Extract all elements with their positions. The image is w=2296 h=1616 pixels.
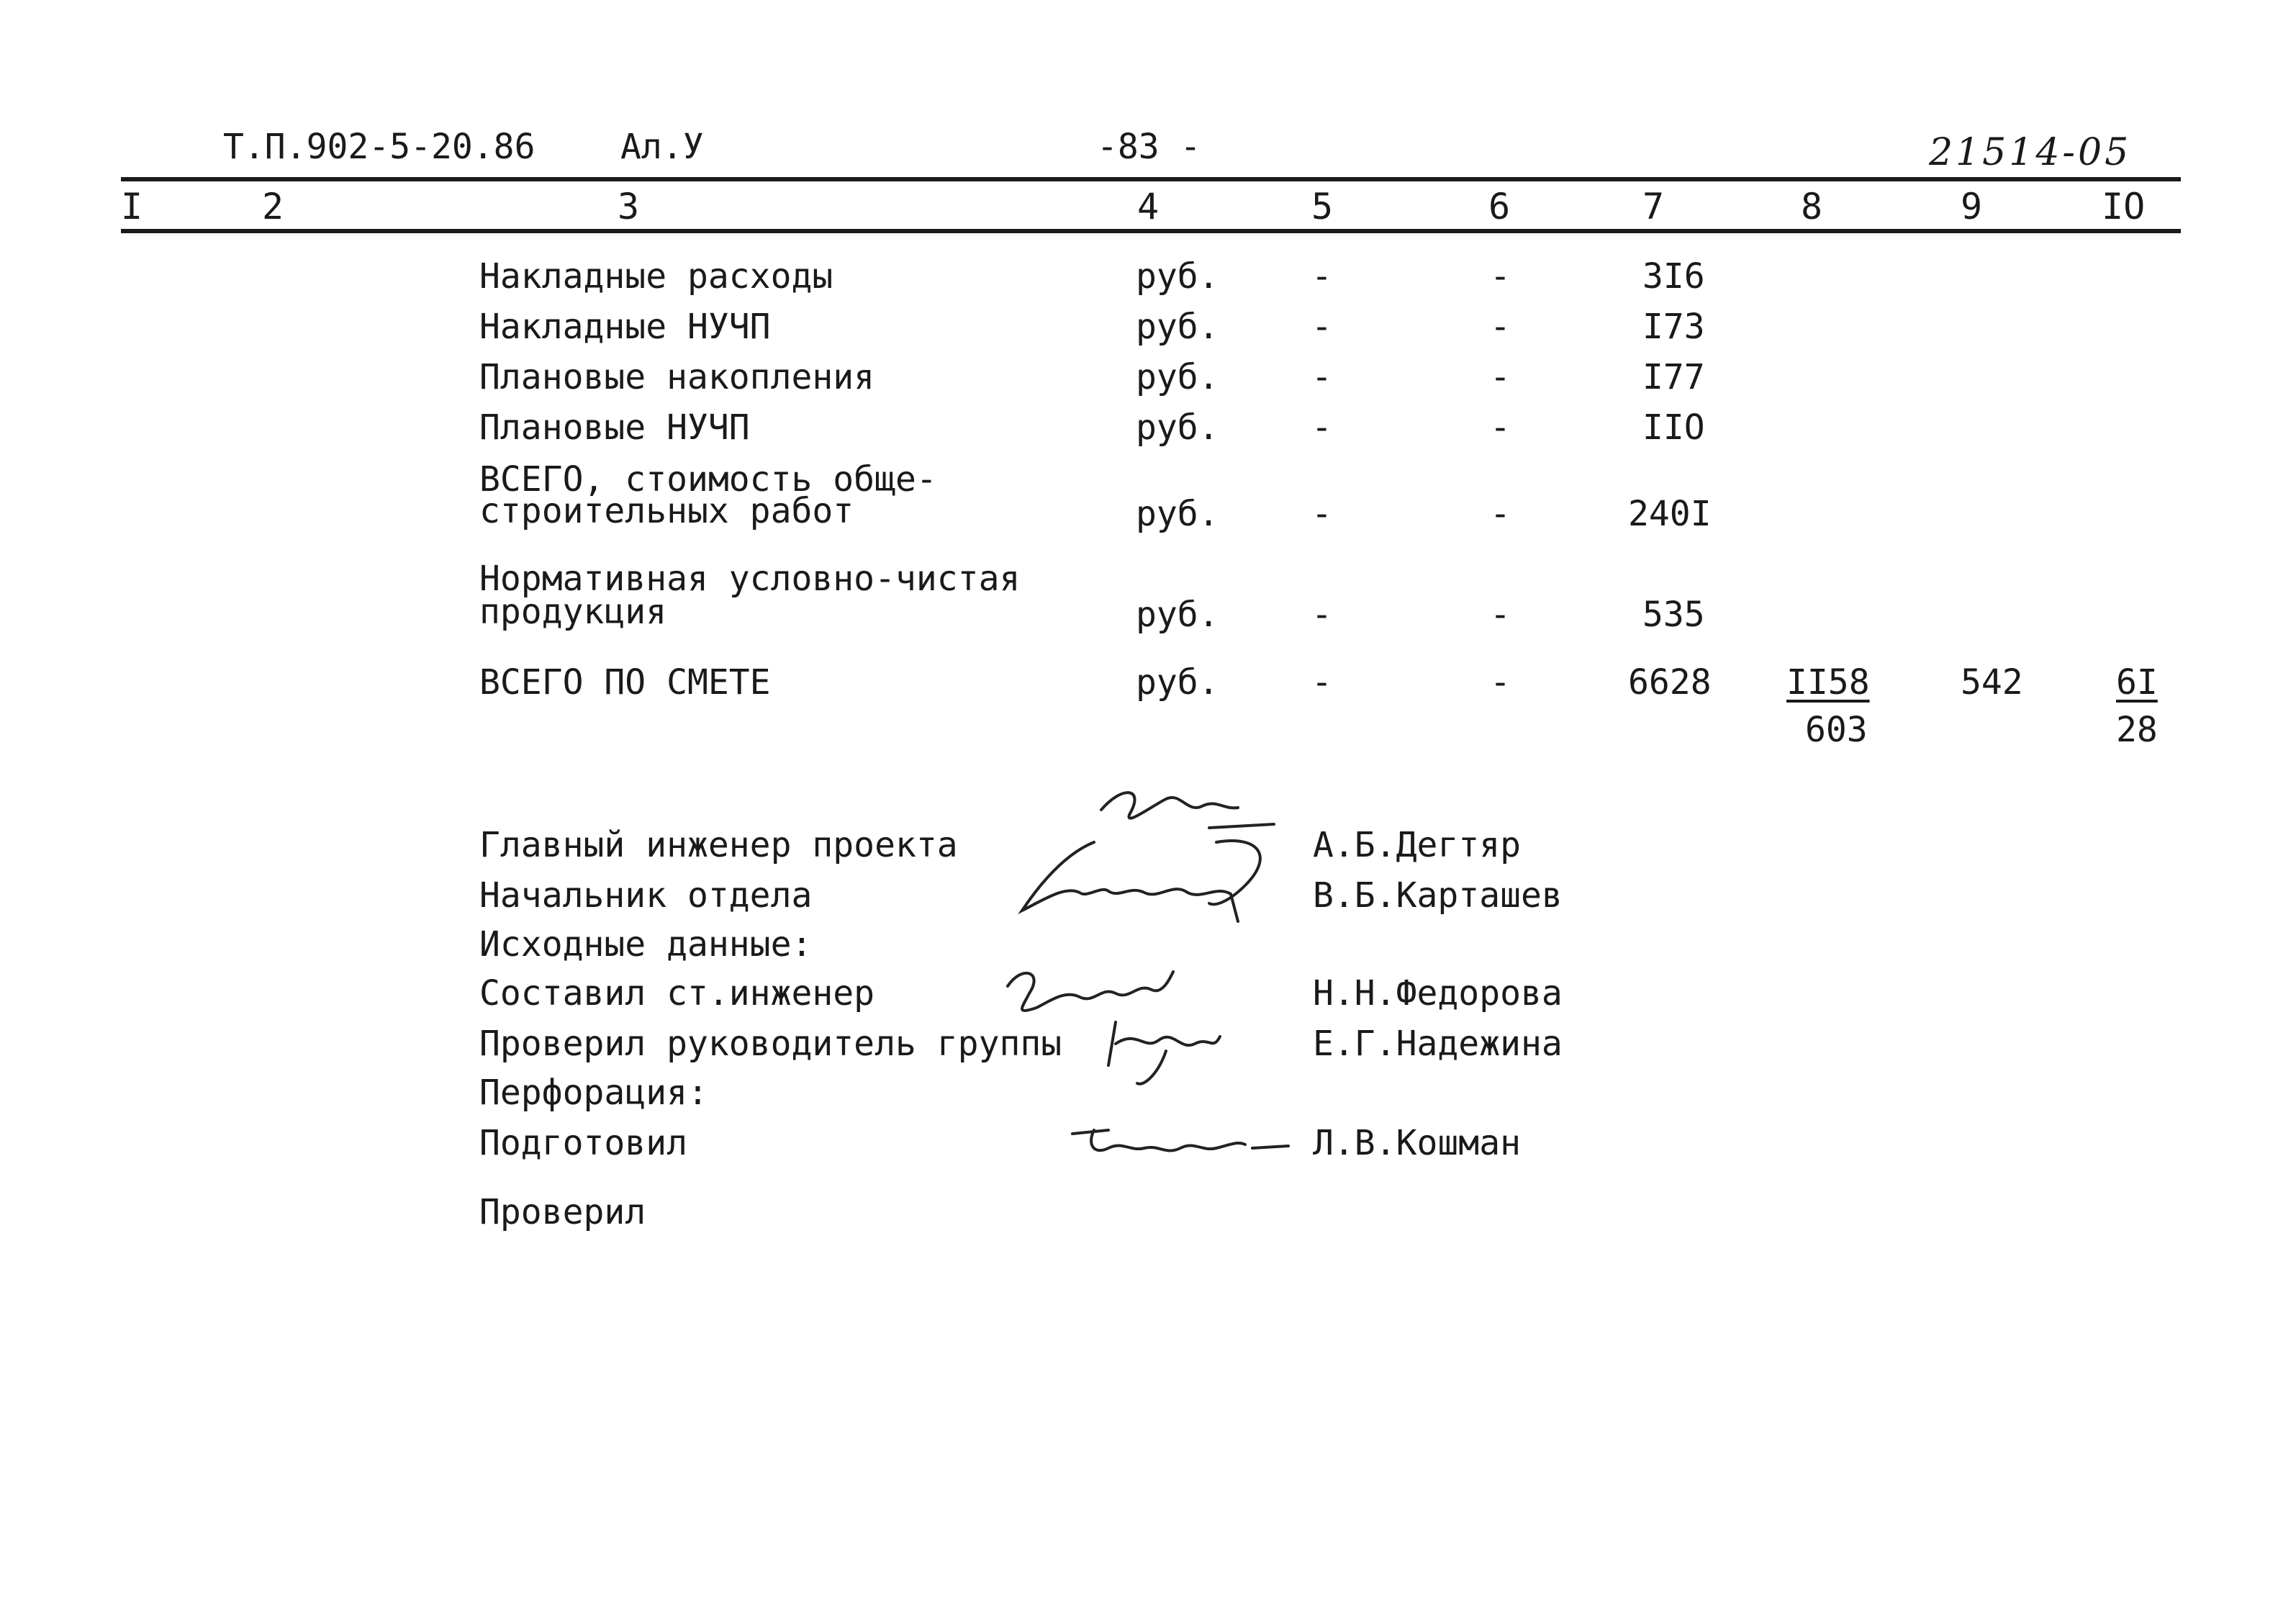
signature-role: Составил ст.инженер bbox=[479, 973, 875, 1014]
row-unit: руб. bbox=[1136, 494, 1219, 534]
row-col8-denominator: 603 bbox=[1805, 710, 1868, 750]
row-col10-denominator: 28 bbox=[2116, 710, 2158, 750]
column-number-10: IO bbox=[2102, 186, 2146, 227]
row-unit: руб. bbox=[1136, 357, 1219, 397]
row-col7: 535 bbox=[1642, 595, 1705, 635]
doc-code: Т.П.902-5-20.86 bbox=[223, 127, 535, 167]
row-name-line2: строительных работ bbox=[479, 491, 854, 531]
row-col5: - bbox=[1311, 407, 1332, 448]
column-number-6: 6 bbox=[1488, 186, 1511, 227]
row-name: ВСЕГО ПО СМЕТЕ bbox=[479, 662, 771, 703]
table-header-rule bbox=[121, 229, 2181, 233]
signature-name: А.Б.Дегтяр bbox=[1313, 825, 1521, 865]
row-col5: - bbox=[1311, 494, 1332, 534]
row-col6: - bbox=[1490, 494, 1511, 534]
row-col8-numerator: II58 bbox=[1786, 662, 1870, 703]
signature-name: Е.Г.Надежина bbox=[1313, 1024, 1563, 1064]
page-number: -83 - bbox=[1097, 127, 1201, 167]
signature-name: Л.В.Кошман bbox=[1313, 1123, 1521, 1163]
row-col6: - bbox=[1490, 595, 1511, 635]
row-unit: руб. bbox=[1136, 256, 1219, 297]
archive-stamp-number: 21514-05 bbox=[1929, 131, 2132, 174]
row-col6: - bbox=[1490, 662, 1511, 703]
row-unit: руб. bbox=[1136, 307, 1219, 347]
row-col5: - bbox=[1311, 662, 1332, 703]
column-number-9: 9 bbox=[1961, 186, 1983, 227]
row-col5: - bbox=[1311, 256, 1332, 297]
row-name: Накладные расходы bbox=[479, 256, 833, 297]
row-col10-numerator: 6I bbox=[2116, 662, 2158, 703]
row-col7: 240I bbox=[1628, 494, 1712, 534]
row-col6: - bbox=[1490, 357, 1511, 397]
table-top-rule bbox=[121, 177, 2181, 181]
column-number-2: 2 bbox=[262, 186, 284, 227]
handwritten-signature-preparer bbox=[1065, 1116, 1296, 1173]
row-col7: I77 bbox=[1642, 357, 1705, 397]
row-name: Плановые накопления bbox=[479, 357, 875, 397]
column-number-1: I bbox=[121, 186, 143, 227]
row-col7: 3I6 bbox=[1642, 256, 1705, 297]
column-number-3: 3 bbox=[618, 186, 640, 227]
signature-name: В.Б.Карташев bbox=[1313, 875, 1563, 916]
signature-role: Исходные данные: bbox=[479, 924, 813, 965]
row-unit: руб. bbox=[1136, 662, 1219, 703]
column-number-5: 5 bbox=[1311, 186, 1334, 227]
row-name-line1: ВСЕГО, стоимость обще- bbox=[479, 459, 937, 500]
row-name: Накладные НУЧП bbox=[479, 307, 771, 347]
signature-role: Подготовил bbox=[479, 1123, 687, 1163]
column-number-7: 7 bbox=[1642, 186, 1665, 227]
handwritten-signature-department-head bbox=[1000, 813, 1288, 943]
row-name: Плановые НУЧП bbox=[479, 407, 750, 448]
row-col5: - bbox=[1311, 357, 1332, 397]
signature-role: Проверил руководитель группы bbox=[479, 1024, 1062, 1064]
row-name-line1: Нормативная условно-чистая bbox=[479, 559, 1021, 599]
row-unit: руб. bbox=[1136, 595, 1219, 635]
row-col6: - bbox=[1490, 307, 1511, 347]
row-name-line2: продукция bbox=[479, 592, 667, 632]
row-col6: - bbox=[1490, 256, 1511, 297]
signature-role: Главный инженер проекта bbox=[479, 825, 958, 865]
album-label: Ал.У bbox=[620, 127, 704, 167]
column-number-4: 4 bbox=[1137, 186, 1160, 227]
column-number-8: 8 bbox=[1801, 186, 1823, 227]
handwritten-signature-group-leader bbox=[1094, 1008, 1238, 1094]
signature-role: Проверил bbox=[479, 1192, 646, 1232]
row-col7: IIO bbox=[1642, 407, 1705, 448]
row-col5: - bbox=[1311, 307, 1332, 347]
row-col5: - bbox=[1311, 595, 1332, 635]
row-unit: руб. bbox=[1136, 407, 1219, 448]
row-col9: 542 bbox=[1961, 662, 2023, 703]
row-col7: I73 bbox=[1642, 307, 1705, 347]
signature-name: Н.Н.Федорова bbox=[1313, 973, 1563, 1014]
signature-role: Перфорация: bbox=[479, 1073, 708, 1113]
row-col6: - bbox=[1490, 407, 1511, 448]
row-col7: 6628 bbox=[1628, 662, 1712, 703]
signature-role: Начальник отдела bbox=[479, 875, 813, 916]
